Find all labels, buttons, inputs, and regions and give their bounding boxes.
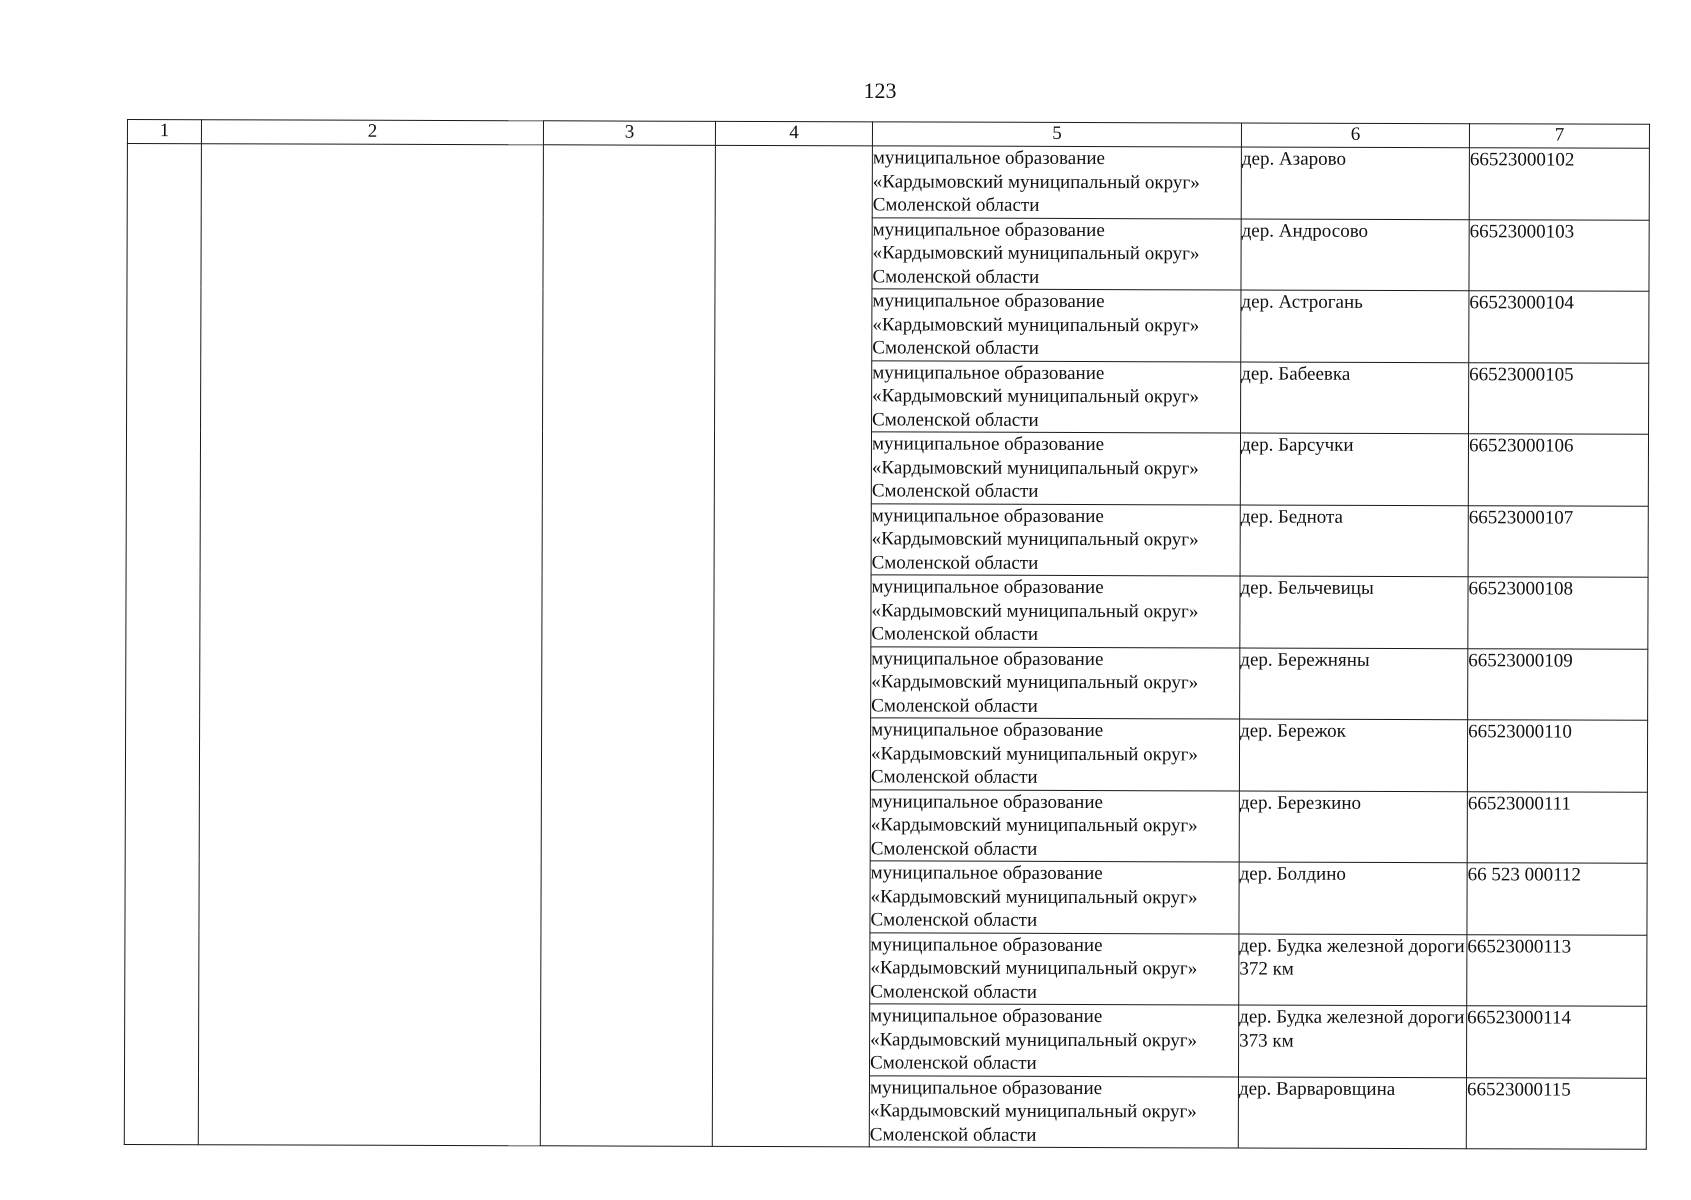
data-table bbox=[124, 119, 1650, 1150]
settlement-cell: дер. Барсучки bbox=[1240, 433, 1468, 505]
municipality-line: муниципальное образование bbox=[871, 647, 1104, 670]
municipality-cell bbox=[871, 575, 1240, 648]
column-header-6: 6 bbox=[1241, 123, 1469, 148]
municipality-line: «Кардымовский муниципальный округ» bbox=[870, 742, 1198, 765]
settlement-cell: дер. Бережняны bbox=[1240, 647, 1468, 719]
code-cell: 66523000103 bbox=[1469, 219, 1649, 291]
municipality-line: «Кардымовский муниципальный округ» bbox=[870, 814, 1198, 837]
municipality-line: муниципальное образование bbox=[872, 147, 1106, 170]
municipality-line: «Кардымовский муниципальный округ» bbox=[871, 599, 1199, 622]
municipality-line: Смоленской области bbox=[872, 194, 1040, 216]
municipality-line: Смоленской области bbox=[872, 265, 1040, 288]
municipality-line: Смоленской области bbox=[870, 766, 1038, 788]
settlement-cell: дер. Беднота bbox=[1240, 504, 1468, 576]
code-cell: 66523000106 bbox=[1468, 434, 1648, 506]
column-header-4: 4 bbox=[715, 121, 872, 145]
municipality-line: Смоленской области bbox=[870, 837, 1038, 860]
municipality-line: Смоленской области bbox=[871, 694, 1038, 717]
municipality-line: Смоленской области bbox=[870, 1052, 1037, 1074]
municipality-cell bbox=[872, 217, 1241, 290]
municipality-line: «Кардымовский муниципальный округ» bbox=[871, 528, 1199, 551]
municipality-line: Смоленской области bbox=[871, 623, 1039, 645]
settlement-cell: дер. Андросово bbox=[1241, 219, 1469, 291]
column-header-7: 7 bbox=[1469, 124, 1649, 149]
municipality-line: «Кардымовский муниципальный округ» bbox=[872, 242, 1200, 265]
code-cell: 66523000110 bbox=[1467, 720, 1647, 792]
column-header-3: 3 bbox=[543, 121, 715, 146]
municipality-cell bbox=[869, 1075, 1238, 1148]
municipality-line: «Кардымовский муниципальный округ» bbox=[871, 456, 1199, 479]
municipality-line: Смоленской области bbox=[871, 551, 1039, 574]
code-cell: 66523000105 bbox=[1469, 362, 1649, 434]
municipality-cell bbox=[869, 1004, 1238, 1077]
code-cell: 66 523 000112 bbox=[1467, 863, 1647, 935]
settlement-cell: дер. Бабеевка bbox=[1241, 362, 1469, 434]
code-cell: 66523000109 bbox=[1468, 648, 1648, 720]
municipality-cell bbox=[871, 646, 1240, 719]
municipality-line: «Кардымовский муниципальный округ» bbox=[869, 1100, 1197, 1123]
column-header-5: 5 bbox=[872, 122, 1241, 147]
municipality-cell bbox=[871, 432, 1240, 505]
municipality-cell bbox=[870, 932, 1239, 1005]
municipality-line: муниципальное образование bbox=[872, 290, 1105, 313]
municipality-line: муниципальное образование bbox=[871, 504, 1104, 527]
settlement-cell: дер. Бережок bbox=[1239, 719, 1467, 791]
municipality-line: муниципальное образование bbox=[870, 1005, 1103, 1028]
municipality-cell bbox=[870, 718, 1239, 791]
municipality-line: муниципальное образование bbox=[869, 1076, 1103, 1099]
page-number: 123 bbox=[863, 78, 897, 103]
municipality-line: «Кардымовский муниципальный округ» bbox=[872, 385, 1200, 408]
municipality-line: Смоленской области bbox=[872, 337, 1039, 359]
municipality-line: муниципальное образование bbox=[870, 933, 1103, 956]
municipality-line: «Кардымовский муниципальный округ» bbox=[870, 885, 1198, 908]
settlement-cell: дер. Будка железной дороги 372 км bbox=[1239, 933, 1467, 1005]
settlement-cell: дер. Болдино bbox=[1239, 862, 1467, 934]
table-body bbox=[124, 144, 1649, 1150]
municipality-line: муниципальное образование bbox=[871, 433, 1105, 456]
settlement-cell: дер. Азарово bbox=[1241, 147, 1469, 219]
code-cell: 66523000104 bbox=[1469, 291, 1649, 363]
municipality-line: Смоленской области bbox=[870, 909, 1038, 931]
municipality-line: муниципальное образование bbox=[871, 576, 1104, 599]
empty-cell-col-2 bbox=[198, 144, 543, 1146]
empty-cell-col-4 bbox=[712, 145, 872, 1146]
settlement-cell: дер. Будка железной дороги 373 км bbox=[1238, 1005, 1466, 1077]
code-cell: 66523000111 bbox=[1467, 791, 1647, 863]
municipality-cell bbox=[870, 789, 1239, 862]
municipality-cell bbox=[870, 861, 1239, 934]
settlement-cell: дер. Астрогань bbox=[1241, 290, 1469, 362]
code-cell: 66523000113 bbox=[1467, 934, 1647, 1006]
municipality-cell bbox=[872, 360, 1241, 433]
municipality-line: муниципальное образование bbox=[872, 361, 1105, 384]
municipality-line: муниципальное образование bbox=[870, 790, 1104, 813]
table-row bbox=[127, 144, 1649, 220]
municipality-cell bbox=[872, 146, 1241, 219]
empty-cell-col-3 bbox=[540, 145, 715, 1147]
municipality-line: Смоленской области bbox=[871, 480, 1039, 502]
settlement-cell: дер. Бельчевицы bbox=[1240, 576, 1468, 648]
municipality-line: Смоленской области bbox=[870, 980, 1037, 1003]
municipality-cell bbox=[871, 503, 1240, 576]
column-header-2: 2 bbox=[201, 120, 543, 145]
municipality-line: муниципальное образование bbox=[870, 862, 1103, 885]
municipality-line: муниципальное образование bbox=[872, 218, 1105, 241]
municipality-cell bbox=[872, 289, 1241, 362]
settlement-cell: дер. Варваровщина bbox=[1238, 1076, 1466, 1148]
empty-cell-col-1 bbox=[124, 144, 201, 1145]
code-cell: 66523000107 bbox=[1468, 505, 1648, 577]
municipality-line: «Кардымовский муниципальный округ» bbox=[872, 170, 1200, 193]
municipality-line: Смоленской области bbox=[872, 408, 1039, 431]
municipality-line: муниципальное образование bbox=[871, 719, 1104, 742]
column-header-1: 1 bbox=[127, 120, 201, 144]
municipality-line: «Кардымовский муниципальный округ» bbox=[870, 1028, 1198, 1051]
code-cell: 66523000114 bbox=[1466, 1006, 1646, 1078]
municipality-line: Смоленской области bbox=[869, 1123, 1037, 1146]
municipality-line: «Кардымовский муниципальный округ» bbox=[872, 313, 1200, 336]
municipality-line: «Кардымовский муниципальный округ» bbox=[870, 957, 1198, 980]
code-cell: 66523000102 bbox=[1469, 148, 1649, 220]
code-cell: 66523000108 bbox=[1468, 577, 1648, 649]
municipality-line: «Кардымовский муниципальный округ» bbox=[871, 671, 1199, 694]
code-cell: 66523000115 bbox=[1466, 1077, 1646, 1149]
settlement-cell: дер. Березкино bbox=[1239, 790, 1467, 862]
